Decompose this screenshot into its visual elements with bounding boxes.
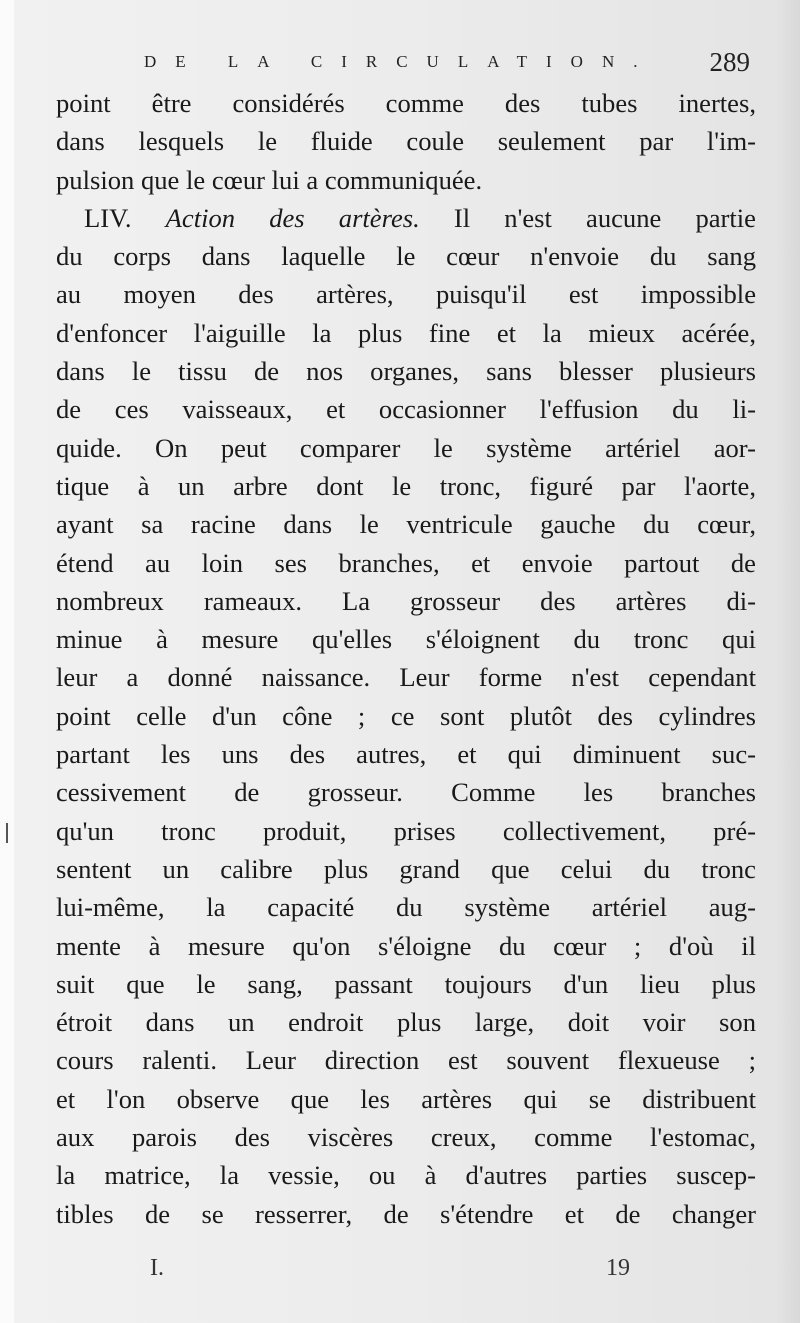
section-number: LIV.	[84, 202, 132, 233]
text-line: étroit dans un endroit plus large, doit voir son	[56, 1007, 756, 1038]
volume-signature: I.	[150, 1255, 164, 1281]
text-line: pulsion que le cœur lui a communiquée.	[56, 164, 483, 195]
text-line: quide. On peut comparer le système artériel aor-	[56, 432, 756, 463]
text-line: de ces vaisseaux, et occasionner l'effusion du li-	[56, 394, 756, 425]
page-header	[60, 42, 750, 82]
text-line: la matrice, la vessie, ou à d'autres parties suscep-	[56, 1160, 756, 1191]
page-footer	[150, 1255, 630, 1282]
text-line: ayant sa racine dans le ventricule gauche du cœur,	[56, 509, 756, 540]
text-line: point être considérés comme des tubes inertes,	[56, 88, 756, 118]
text-line: leur a donné naissance. Leur forme n'est cependant	[56, 662, 756, 693]
text-line: au moyen des artères, puisqu'il est impossible	[56, 279, 756, 310]
section-title: Action des artères.	[165, 202, 420, 233]
text-line: minue à mesure qu'elles s'éloignent du tronc qui	[56, 624, 756, 655]
body-text	[56, 84, 756, 1233]
text-line: tibles de se resserrer, de s'étendre et de changer	[56, 1198, 756, 1229]
text-line: cours ralenti. Leur direction est souvent flexueuse ;	[56, 1045, 756, 1076]
text-line: cessivement de grosseur. Comme les branches	[56, 777, 756, 808]
page-number: 289	[709, 46, 750, 77]
text-line: tique à un arbre dont le tronc, figuré par l'aorte,	[56, 470, 756, 501]
text-line: nombreux rameaux. La grosseur des artères di-	[56, 585, 756, 616]
section-heading-line	[56, 199, 756, 237]
text-line: d'enfoncer l'aiguille la plus fine et la mieux acérée,	[56, 317, 756, 348]
sheet-signature: 19	[606, 1255, 630, 1281]
text-line: sentent un calibre plus grand que celui du tronc	[56, 853, 756, 884]
section-first-line-text: Il n'est aucune partie	[453, 202, 756, 233]
running-title: DE LA CIRCULATION.	[144, 52, 657, 71]
text-line: aux parois des viscères creux, comme l'estomac,	[56, 1122, 756, 1153]
page-edge	[0, 0, 14, 1323]
text-line: du corps dans laquelle le cœur n'envoie du sang	[56, 241, 756, 272]
text-line: partant les uns des autres, et qui diminuent suc-	[56, 739, 756, 770]
text-line: suit que le sang, passant toujours d'un lieu plus	[56, 968, 756, 999]
text-line: et l'on observe que les artères qui se distribuent	[56, 1083, 756, 1114]
text-line: point celle d'un cône ; ce sont plutôt des cylindres	[56, 700, 756, 731]
text-line: qu'un tronc produit, prises collectivement, pré-	[56, 815, 756, 846]
text-line: étend au loin ses branches, et envoie partout de	[56, 547, 756, 578]
text-line: lui-même, la capacité du système artériel aug-	[56, 892, 756, 923]
margin-mark	[6, 823, 8, 843]
text-line: dans le tissu de nos organes, sans blesser plusieurs	[56, 356, 756, 387]
text-line: mente à mesure qu'on s'éloigne du cœur ; d'où il	[56, 930, 756, 961]
text-line: dans lesquels le fluide coule seulement par l'im-	[56, 126, 756, 157]
